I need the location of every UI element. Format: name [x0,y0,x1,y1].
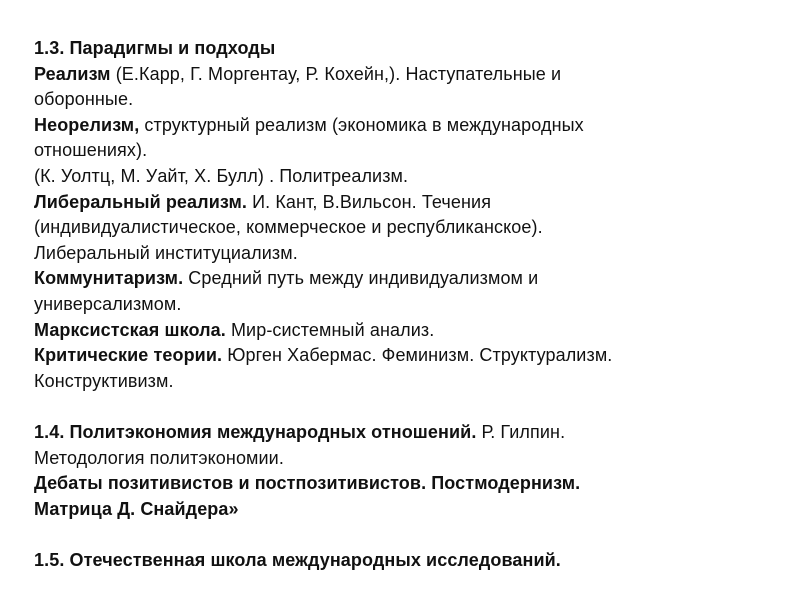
liberal-realism-text-cont: (индивидуалистическое, коммерческое и республиканское). [34,217,543,238]
marxist-term: Марксистская школа. [34,319,226,340]
neorealism-authors: (К. Уолтц, М. Уайт, Х. Булл) . Политреализм. [34,165,409,186]
spacer [34,522,774,548]
critical-term: Критические теории. [34,345,223,366]
realism-term: Реализм [34,63,111,84]
neorealism-text: структурный реализм (экономика в международных [139,114,584,135]
communitarism-line [34,266,774,292]
liberal-realism-line [34,190,774,216]
positivist-debates: Дебаты позитивистов и постпозитивистов. Постмодернизм. [34,473,581,494]
positivist-debates-line [34,471,774,497]
section-1-5-heading-text: 1.5. Отечественная школа международных исследований. [34,549,561,570]
neorealism-line [34,113,774,139]
communitarism-text: Средний путь между индивидуализмом и [183,268,539,289]
political-economy-methodology: Методология политэкономии. [34,447,284,468]
communitarism-term: Коммунитаризм. [34,268,184,289]
section-1-5-heading [34,548,774,574]
marxist-text: Мир-системный анализ. [225,319,435,340]
realism-text: (Е.Карр, Г. Моргентау, Р. Кохейн,). Наступательные и [110,63,562,84]
realism-line [34,62,774,88]
marxist-line [34,318,774,344]
section-1-4-heading-rest: Р. Гилпин. [476,421,566,442]
snyder-matrix-line [34,497,774,523]
liberal-realism-term: Либеральный реализм. [34,191,247,212]
spacer [34,394,774,420]
document-body [34,36,774,573]
critical-text-cont: Конструктивизм. [34,370,174,391]
section-1-4-heading-bold: 1.4. Политэкономия международных отношений. [34,421,477,442]
critical-text: Юрген Хабермас. Феминизм. Структурализм. [222,345,613,366]
neorealism-term: Неорелизм, [34,114,140,135]
liberal-realism-text: И. Кант, В.Вильсон. Течения [246,191,492,212]
section-1-3-heading [34,36,774,62]
communitarism-text-cont: универсализмом. [34,293,182,314]
realism-text-cont: оборонные. [34,89,134,110]
section-1-3-heading-text: 1.3. Парадигмы и подходы [34,38,276,58]
section-1-4-heading [34,420,774,446]
critical-line [34,343,774,369]
snyder-matrix: Матрица Д. Снайдера» [34,498,239,519]
liberal-institutionalism: Либеральный институциализм. [34,242,298,263]
neorealism-text-cont: отношениях). [34,140,148,161]
